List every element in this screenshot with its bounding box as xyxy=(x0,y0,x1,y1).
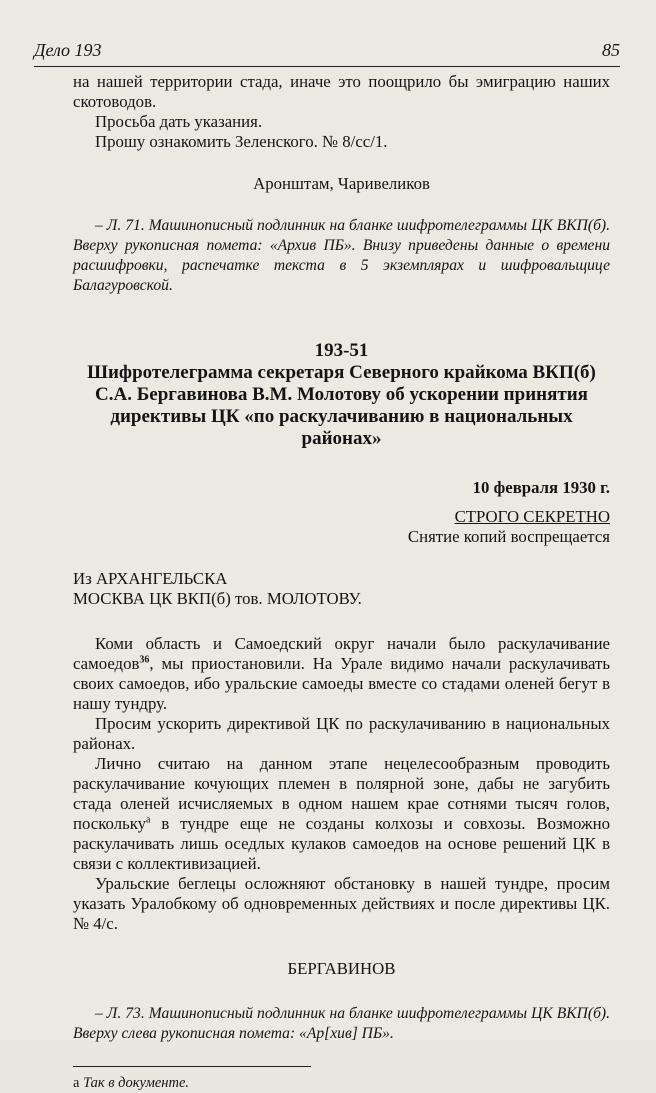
body-paragraph-1 xyxy=(73,634,610,714)
body-paragraph-4: Уральские беглецы осложняют обстановку в нашей тундре, просим указать Уралобкому об одновременных действиях и после директивы ЦК. № 4/с. xyxy=(73,874,610,933)
continuation-familiarize: Прошу ознакомить Зеленского. № 8/сс/1. xyxy=(95,132,388,151)
signature-bergavinov: БЕРГАВИНОВ xyxy=(287,959,396,978)
footnote-ref-a: а xyxy=(146,814,151,826)
secret-stamp-text: СТРОГО СЕКРЕТНО xyxy=(454,507,610,526)
footnote-text: Так в документе. xyxy=(83,1075,190,1091)
continuation-text: на нашей территории стада, иначе это поощрило бы эмиграцию наших скотоводов. xyxy=(73,72,610,111)
endnote-ref-36: 36 xyxy=(139,654,150,666)
body-paragraph-3-end: в тундре еще не созданы колхозы и совхозы. Возможно раскулачивать лишь оседлых кулаков самоедов на основе решений ЦК в связи с коллективизацией. xyxy=(73,814,610,873)
body-paragraph-3-start: Лично считаю на данном этапе нецелесообразным проводить раскулачивание кочующих племен в полярной зоне, дабы не загубить стада оленей исчисляемых в одном нашем крае сотнями тысяч голов, поскольку xyxy=(73,754,610,833)
header-rule xyxy=(34,66,620,67)
signature-first: Аронштам, Чаривеликов xyxy=(253,174,430,193)
document-number: 193-51 xyxy=(314,340,369,361)
body-paragraph-2: Просим ускорить директивой ЦК по раскулачиванию в национальных районах. xyxy=(73,714,610,753)
no-copy-notice: Снятие копий воспрещается xyxy=(407,527,610,546)
footnote-rule xyxy=(73,1066,311,1067)
running-header xyxy=(34,40,620,61)
page-content xyxy=(73,72,610,1093)
body-paragraph-1-start: Коми область и Самоедский округ начали было раскулачивание самоедов xyxy=(73,634,610,673)
footnote-mark: а xyxy=(73,1075,80,1091)
sender-location: Из АРХАНГЕЛЬСКА xyxy=(73,569,228,588)
body-paragraph-1-end: , мы приостановили. На Урале видимо начали раскулачивать своих самоедов, ибо уральские самоеды вместе со стадами оленей бегут в нашу тундру. xyxy=(73,654,610,713)
body-paragraph-3 xyxy=(73,754,610,874)
document-date: 10 февраля 1930 г. xyxy=(472,478,610,497)
page-number: 85 xyxy=(602,40,620,60)
footnote xyxy=(73,1073,610,1093)
addressee: МОСКВА ЦК ВКП(б) тов. МОЛОТОВУ. xyxy=(73,589,362,608)
archival-note-second: – Л. 73. Машинописный подлинник на бланке шифротелеграммы ЦК ВКП(б). Вверху слева рукописная помета: «Ар[хив] ПБ». xyxy=(73,1005,610,1042)
secret-stamp xyxy=(73,507,610,527)
header-case-number: Дело 193 xyxy=(34,40,102,60)
document-title: Шифротелеграмма секретаря Северного крайкома ВКП(б) С.А. Бергавинова В.М. Молотову об ускорении принятия директивы ЦК «по раскулачиванию в национальных районах» xyxy=(87,362,596,449)
archival-note-first: – Л. 71. Машинописный подлинник на бланке шифротелеграммы ЦК ВКП(б). Вверху рукописная помета: «Архив ПБ». Внизу приведены данные о времени расшифровки, распечатке текста в 5 экземплярах и шифровальщице Балагуровской. xyxy=(73,217,610,294)
continuation-request: Просьба дать указания. xyxy=(95,112,263,131)
